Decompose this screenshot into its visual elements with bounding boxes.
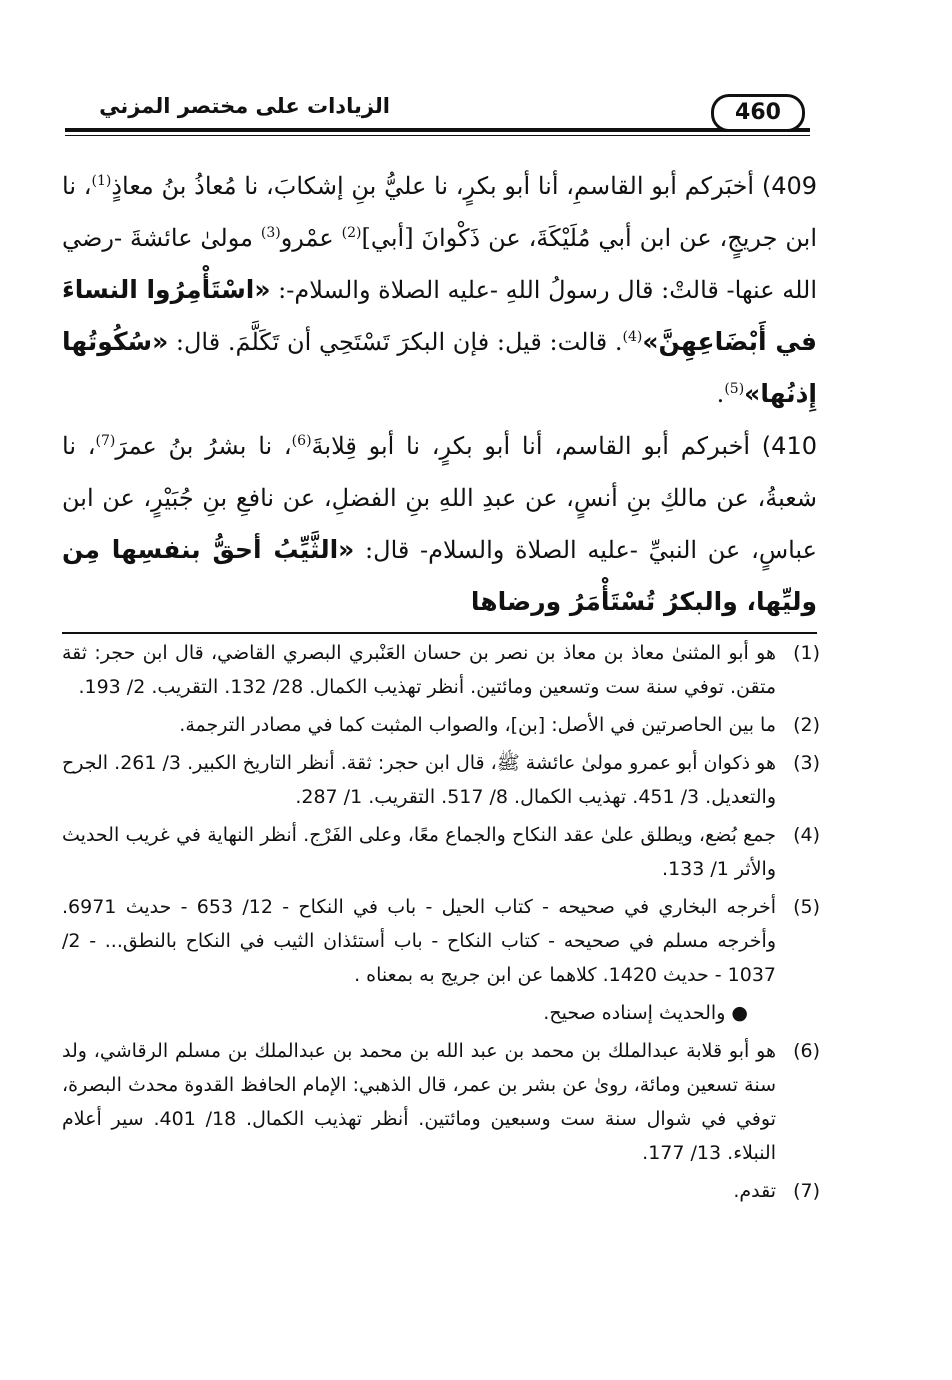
footnote-text: أخرجه البخاري في صحيحه - كتاب الحيل - باب في النكاح - 12/ 653 - حديث 6971. وأخرجه مسلم في صحيحه - كتاب النكاح - باب أستئذان الثيب في النكاح بالنطق... - 2/ 1037 - حديث 1420. كلاهما عن ابن جريج به بمعناه . [62,896,776,986]
page-number: 460 [711,94,805,132]
footnote-separator [62,632,817,634]
footnote-7 [62,1174,820,1208]
footnote-ref[interactable]: (6) [291,433,312,449]
footnote-ref[interactable]: (1) [91,173,112,189]
hadith-text: . قالت: قيل: فإن البكرَ تَسْتَحِي أن تَكَلَّمَ. قال: [168,328,623,356]
hadith-text: أخبركم أبو القاسم، أنا أبو بكرٍ، نا أبو قِلابةَ [311,432,751,460]
footnote-5 [62,890,820,992]
footnote-number: (5) [793,896,820,918]
footnote-number: (6) [793,1040,820,1062]
footnote-4 [62,818,820,886]
footnote-text: هو أبو المثنىٰ معاذ بن معاذ بن نصر بن حسان العَنْبري البصري القاضي، قال ابن حجر: ثقة متقن. توفي سنة ست وتسعين ومائتين. أنظر تهذيب الكمال. 28/ 132. التقريب. 2/ 193. [62,642,776,698]
footnote-ref[interactable]: (7) [95,433,116,449]
hadith-number: 409) [761,172,817,200]
hadith-text: ، نا بشرُ بنُ عمرَ [115,432,292,460]
prophetic-quote: «الثَّيِّبُ أحقُّ بنفسِها مِن وليِّها، والبكرُ تُسْتَأْمَرُ ورضاها [62,535,817,616]
hadith-410 [62,420,817,628]
footnote-number: (7) [793,1180,820,1202]
footnote-text: هو ذكوان أبو عمرو مولىٰ عائشة ﷺ، قال ابن حجر: ثقة. أنظر التاريخ الكبير. 3/ 261. الجرح والتعديل. 3/ 451. تهذيب الكمال. 8/ 517. التقريب. 1/ 287. [62,752,776,808]
footnote-2 [62,708,820,742]
hadith-409 [62,160,817,420]
footnote-1 [62,636,820,704]
footnote-6 [62,1034,820,1170]
hadith-text: ، نا شعبةُ، عن مالكِ بنِ أنسٍ، عن عبدِ اللهِ بنِ الفضلِ، عن نافعِ بنِ جُبَيْرٍ، عن ابن عباسٍ، عن النبيِّ -عليه الصلاة والسلام- قال: [62,432,817,564]
hadith-text: ، نا ابن جريجٍ، عن ابن أبي مُلَيْكَةَ، عن ذَكْوانَ [أبي] [62,172,817,252]
footnote-text: جمع بُضع، ويطلق علىٰ عقد النكاح والجماع معًا، وعلى الفَرْج. أنظر النهاية في غريب الحديث والأثر 1/ 133. [62,824,776,880]
footnote-ref[interactable]: (4) [622,329,643,345]
hadith-text: عمْرو [280,224,342,252]
footnote-number: (1) [793,642,820,664]
footnote-number: (4) [793,824,820,846]
bullet-note: ● والحديث إسناده صحيح. [543,1002,748,1024]
footnote-number: (3) [793,752,820,774]
page-header [65,92,810,138]
footnote-text: تقدم. [733,1180,776,1202]
footnotes [62,636,820,1212]
running-title: الزيادات على مختصر المزني [99,94,390,118]
header-rule [65,128,810,132]
prophetic-quote: «سُكُوتُها إِذنُها» [62,327,817,408]
footnote-3 [62,746,820,814]
footnote-ref[interactable]: (5) [724,381,745,397]
hadith-text: مولىٰ عائشةَ -رضي الله عنها- قالتْ: قال رسولُ اللهِ -عليه الصلاة والسلام-: [62,224,817,304]
footnote-ref[interactable]: (2) [341,225,362,241]
footnote-number: (2) [793,714,820,736]
hadith-number: 410) [761,432,817,460]
hadith-text: . [716,380,725,408]
footnote-ref[interactable]: (3) [260,225,281,241]
main-text [62,160,817,628]
footnote-text: هو أبو قلابة عبدالملك بن محمد بن عبد الله بن محمد بن عبدالملك بن مسلم الرقاشي، ولد سنة تسعين ومائة، روىٰ عن بشر بن عمر، قال الذهبي: الإمام الحافظ القدوة محدث البصرة، توفي في شوال سنة ست وسبعين ومائتين. أنظر تهذيب الكمال. 18/ 401. سير أعلام النبلاء. 13/ 177. [62,1040,776,1164]
footnote-text: ما بين الحاصرتين في الأصل: [بن]، والصواب المثبت كما في مصادر الترجمة. [179,714,776,736]
header-rule-thin [65,135,810,136]
prophetic-quote: «اسْتَأْمِرُوا النساءَ في أَبْضَاعِهِنَّ» [62,275,817,356]
hadith-text: أخبَركم أبو القاسمِ، أنا أبو بكرٍ، نا عليُّ بنِ إشكابَ، نا مُعاذُ بنُ معاذٍ [111,172,755,200]
